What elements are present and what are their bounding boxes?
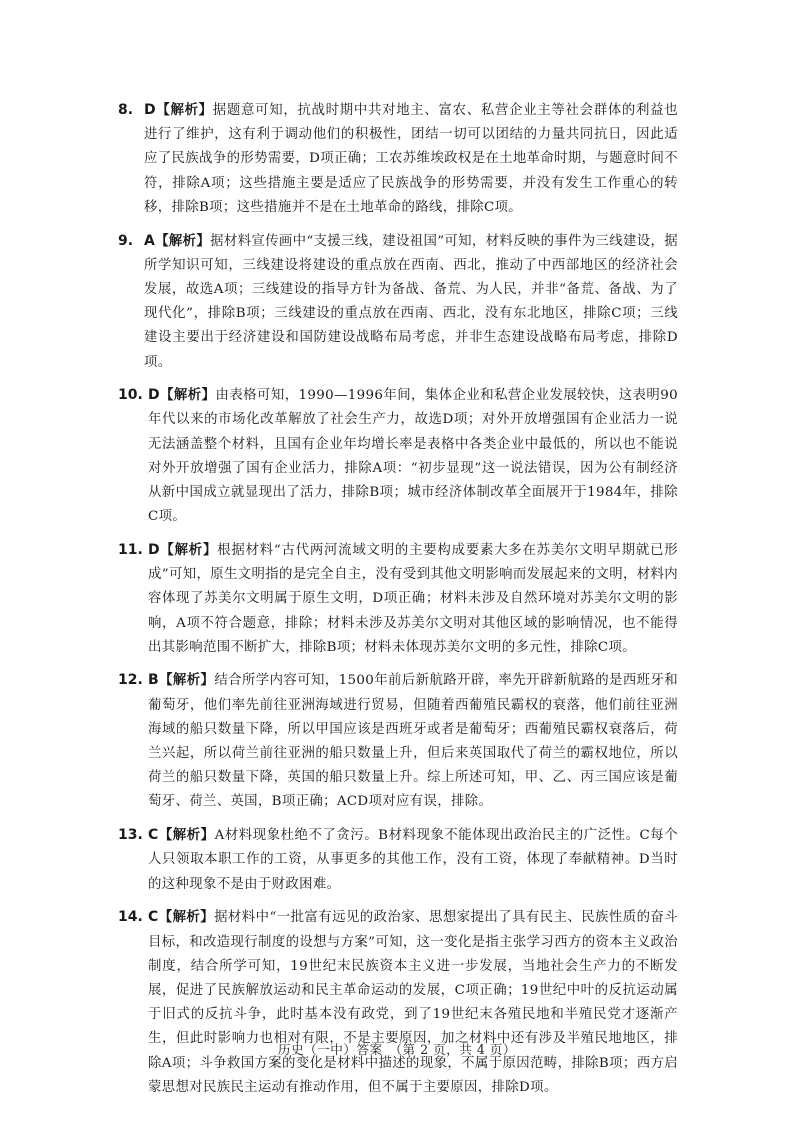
answer-letter: C bbox=[148, 827, 159, 844]
analysis-tag: 【解析】 bbox=[158, 909, 215, 926]
question-number: 12. bbox=[118, 672, 143, 689]
analysis-text: 据材料宣传画中“支援三线，建设祖国”可知，材料反映的事件为三线建设，据所学知识可知，三线建设将建设的重点放在西南、西北，推动了中西部地区的经济社会发展，故选A项；三线建设的指导方针为备战、备荒、为人民，并非“备荒、备战、为了现代化”，排除B项；三线建设的重点放在西南、西北，没有东北地区，排除C项；三线建设主要出于经济建设和国防建设战略布局考虑，并非生态建设战略布局考虑，排除D项。 bbox=[144, 233, 678, 370]
answer-list bbox=[118, 98, 678, 1108]
answer-letter: B bbox=[148, 672, 160, 689]
analysis-tag: 【解析】 bbox=[159, 541, 218, 558]
analysis-text: 据材料中“一批富有远见的政治家、思想家提出了具有民主、民族性质的奋斗目标，和改造现行制度的设想与方案”可知，这一变化是指主张学习西方的资本主义政治制度，结合所学可知，19世纪末民族资本主义进一步发展，当地社会生产力的不断发展，促进了民族解放运动和民主革命运动的发展，C项正确；19世纪中叶的反抗运动属于旧式的反抗斗争，此时基本没有政党，到了19世纪末各殖民地和半殖民党才逐渐产生，但此时影响力也相对有限，不是主要原因，加之材料中还有涉及半殖民地地区，排除A项；斗争救国方案的变化是材料中描述的现象，不属于原因范畴，排除B项；西方启蒙思想对民族民主运动有推动作用，但不属于主要原因，排除D项。 bbox=[148, 910, 678, 1095]
analysis-text: 结合所学内容可知，1500年前后新航路开辟，率先开辟新航路的是西班牙和葡萄牙，他们率先前往亚洲海域进行贸易，但随着西葡殖民霸权的衰落，他们前往亚洲海域的船只数量下降，所以甲国应该是西班牙或者是葡萄牙；西葡殖民霸权衰落后，荷兰兴起，所以荷兰前往亚洲的船只数量上升，但后来英国取代了荷兰的霸权地位，所以荷兰的船只数量下降，英国的船只数量上升。综上所述可知，甲、乙、丙三国应该是葡萄牙、荷兰、英国，B项正确；ACD项对应有误，排除。 bbox=[148, 673, 679, 810]
answer-item-11 bbox=[118, 538, 678, 660]
answer-body bbox=[148, 823, 678, 897]
answer-body bbox=[144, 98, 678, 220]
answer-body bbox=[148, 905, 678, 1100]
analysis-tag: 【解析】 bbox=[158, 827, 215, 844]
question-number: 9. bbox=[118, 232, 134, 249]
question-number: 10. bbox=[118, 387, 143, 404]
answer-item-14 bbox=[118, 905, 678, 1100]
analysis-text: 由表格可知，1990—1996年间，集体企业和私营企业发展较快，这表明90年代以来的市场化改革解放了社会生产力，故选D项；对外开放增强国有企业活力一说无法涵盖整个材料，且国有企业年均增长率是表格中各类企业中最低的，所以也不能说对外开放增强了国有企业活力，排除A项：“初步显现”这一说法错误，因为公有制经济从新中国成立就显现出了活力，排除B项；城市经济体制改革全面展开于1984年，排除C项。 bbox=[148, 388, 678, 525]
analysis-tag: 【解析】 bbox=[155, 232, 211, 249]
analysis-text: A材料现象杜绝不了贪污。B材料现象不能体现出政治民主的广泛性。C每个人只领取本职工作的工资，从事更多的其他工作，没有工资，体现了奉献精神。D当时的这种现象不是由于财政困难。 bbox=[148, 828, 678, 892]
answer-item-13 bbox=[118, 823, 678, 897]
question-number: 13. bbox=[118, 827, 143, 844]
answer-letter: A bbox=[144, 232, 156, 249]
answer-letter: D bbox=[144, 102, 156, 118]
answer-item-12 bbox=[118, 668, 678, 814]
answer-item-9 bbox=[118, 229, 678, 375]
answer-letter: C bbox=[148, 909, 159, 926]
answer-body bbox=[144, 229, 678, 375]
answer-body bbox=[148, 383, 678, 529]
answer-letter: D bbox=[148, 387, 160, 404]
answer-body bbox=[148, 538, 678, 660]
question-number: 14. bbox=[118, 909, 143, 926]
question-number: 11. bbox=[118, 541, 143, 558]
page-footer: 历史（一中）答案 （第 2 页，共 4 页） bbox=[277, 1042, 517, 1057]
analysis-text: 据题意可知，抗战时期中共对地主、富农、私营企业主等社会群体的利益也进行了维护，这有利于调动他们的积极性，团结一切可以团结的力量共同抗日，因此适应了民族战争的形势需要，D项正确；工农苏维埃政权是在土地革命时期，与题意时间不符，排除A项；这些措施主要是适应了民族战争的形势需要，并没有发生工作重心的转移，排除B项；这些措施并不是在土地革命的路线，排除C项。 bbox=[144, 103, 678, 215]
question-number: 8. bbox=[118, 102, 134, 118]
analysis-tag: 【解析】 bbox=[155, 102, 213, 118]
answer-item-8 bbox=[118, 98, 678, 220]
analysis-tag: 【解析】 bbox=[159, 387, 216, 404]
answer-letter: D bbox=[148, 541, 160, 558]
analysis-tag: 【解析】 bbox=[159, 672, 215, 689]
answer-body bbox=[148, 668, 678, 814]
answer-item-10 bbox=[118, 383, 678, 529]
analysis-text: 根据材料“古代两河流域文明的主要构成要素大多在苏美尔文明早期就已形成”可知，原生文明指的是完全自主，没有受到其他文明影响而发展起来的文明，材料内容体现了苏美尔文明属于原生文明，D项正确；材料未涉及自然环境对苏美尔文明的影响，A项不符合题意，排除；材料未涉及苏美尔文明对其他区域的影响情况，也不能得出其影响范围不断扩大，排除B项；材料未体现苏美尔文明的多元性，排除C项。 bbox=[148, 542, 678, 655]
